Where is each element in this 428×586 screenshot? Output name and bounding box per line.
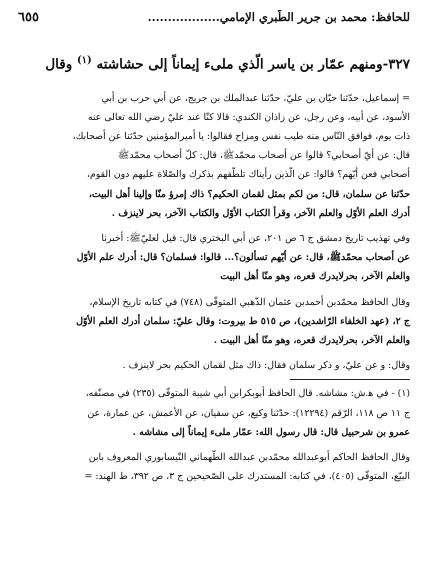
footnote-line: والعلم الآخر، بحرلايدرك قعره، وهو منّا أهل البيت . bbox=[213, 334, 410, 346]
footnote-line: وفي تهذيب تاريخ دمشق ج ٦ ص ٢٠١، عن أبي البختري قال: قيل لعليّﷺ: أخبرنا bbox=[101, 232, 410, 244]
footnote-paragraph bbox=[18, 356, 410, 375]
footnote-line: وقال الحافظ محمّدبن أحمدبن عثمان الذّهبي المتوفّى (٧٤٨) في كتابه تاريخ الإسلام، bbox=[89, 296, 410, 308]
footnote-line: ج ١١ ص ١١٨، الرّقم (١٢٢٩٤): حدّثنا وكيع، عن سفيان، عن الأعمش، عن عمارة، عن bbox=[87, 407, 410, 419]
footnote-line: البيّع، المتوفّى (٤٠٥)، في كتابه: المستدرك على الصّحيحين ج ٣، ص ٣٩٢، ط الهند: = bbox=[84, 471, 410, 483]
footnote-line: = إسماعيل، حدّثنا حيّان بن عليّ، حدّثنا عبدالملك بن جريج، عن أبي حرب بن أبي bbox=[101, 92, 410, 104]
footnote-line: عمرو بن شرحبيل قال: قال رسول الله: عمّار ملىء إيماناً إلى مشاشه . bbox=[132, 426, 410, 438]
section-heading bbox=[18, 51, 410, 75]
footnote-line: قال: عن أيّ أصحابي؟ قالوا عن أصحاب محمّدﷺ، قال: كلّ أصحاب محمّدﷺ bbox=[118, 150, 410, 162]
footnote-line: أصحابي فعن أيّهم؟ قالوا: عن الّذين رأيناك تلطّفهم بذكرك والصّلاة عليهم دون القوم، bbox=[86, 169, 410, 181]
footnote-line: عن أصحاب محمّدﷺ، قال: عن أيّهم تسألون؟... قالوا: فسلمان؟ قال: أدرك علم الأوّل bbox=[76, 252, 410, 264]
footnote-line: حدّثنا عن سلمان، قال: من لكم بمثل لقمان الحكيم؟ ذاك إمرؤ منّا وإلينا أهل البيت، bbox=[88, 188, 410, 200]
section-heading-tail: وقال bbox=[45, 56, 73, 73]
header-dots: .................. bbox=[147, 10, 220, 24]
footnote-line: ذات يوم، فوافق النّاس منه طيب نفس ومزاح فقالوا: يا أميرالمؤمنين حدّثنا عن أصحابك، bbox=[72, 130, 410, 142]
footnote-paragraph bbox=[18, 229, 410, 287]
header-title: للحافظ: محمد بن جرير الطّبري الإمامي bbox=[219, 10, 410, 24]
footnote-line: (١) - في ه‍.ش: مشاشه. قال الحافظ أبوبكرابن أبي شيبة المتوفّى (٢٣٥) في مصنّفه، bbox=[85, 388, 410, 400]
footnotes-area bbox=[18, 89, 410, 487]
header-title-group bbox=[45, 10, 410, 24]
footnote-line: والعلم الآخر، بحرلايدرك قعره، وهو منّا أهل البيت bbox=[220, 271, 410, 283]
footnote-paragraph bbox=[18, 293, 410, 351]
footnote-line: وقال: و عن عليّ، و ذكر سلمان فقال: ذاك مثل لقمان الحكيم بحر لاينزف . bbox=[122, 360, 410, 372]
footnote-line: الأسود، عن أبيه، وعن رجل، عن زاذان الكندي: قالا كنّا عند عليّ رضي الله تعالى عنه bbox=[87, 111, 410, 123]
footnote-paragraph bbox=[18, 384, 410, 442]
footnote-paragraph bbox=[18, 448, 410, 486]
section-heading-text: ٣٢٧-ومنهم عمّار بن ياسر الّذي ملىء إيماناً إلى حشاشته bbox=[96, 56, 410, 73]
footnote-line: أدرك العلم الأوّل والعلم الآخر، وقرأ الكتاب الأوّل والكتاب الآخر، بحر لاينزف . bbox=[111, 207, 410, 219]
footnote-divider bbox=[290, 379, 410, 380]
page-number: ٦٥٥ bbox=[18, 10, 39, 25]
footnote-line: وقال الحافظ الحاكم أبوعبدالله محمّدبن عبدالله الطّهماني النّيسابوري المعروف بابن bbox=[88, 451, 410, 463]
running-header bbox=[18, 10, 410, 25]
footnote-paragraph bbox=[18, 89, 410, 223]
footnote-line: ج ٢، (عهد الخلفاء الرّاشدين)، ص ٥١٥ ط بيروت: وقال عليّ: سلمان أدرك العلم الأوّل bbox=[76, 315, 410, 327]
book-page bbox=[18, 10, 410, 576]
footnote-ref: (١) bbox=[76, 55, 92, 66]
